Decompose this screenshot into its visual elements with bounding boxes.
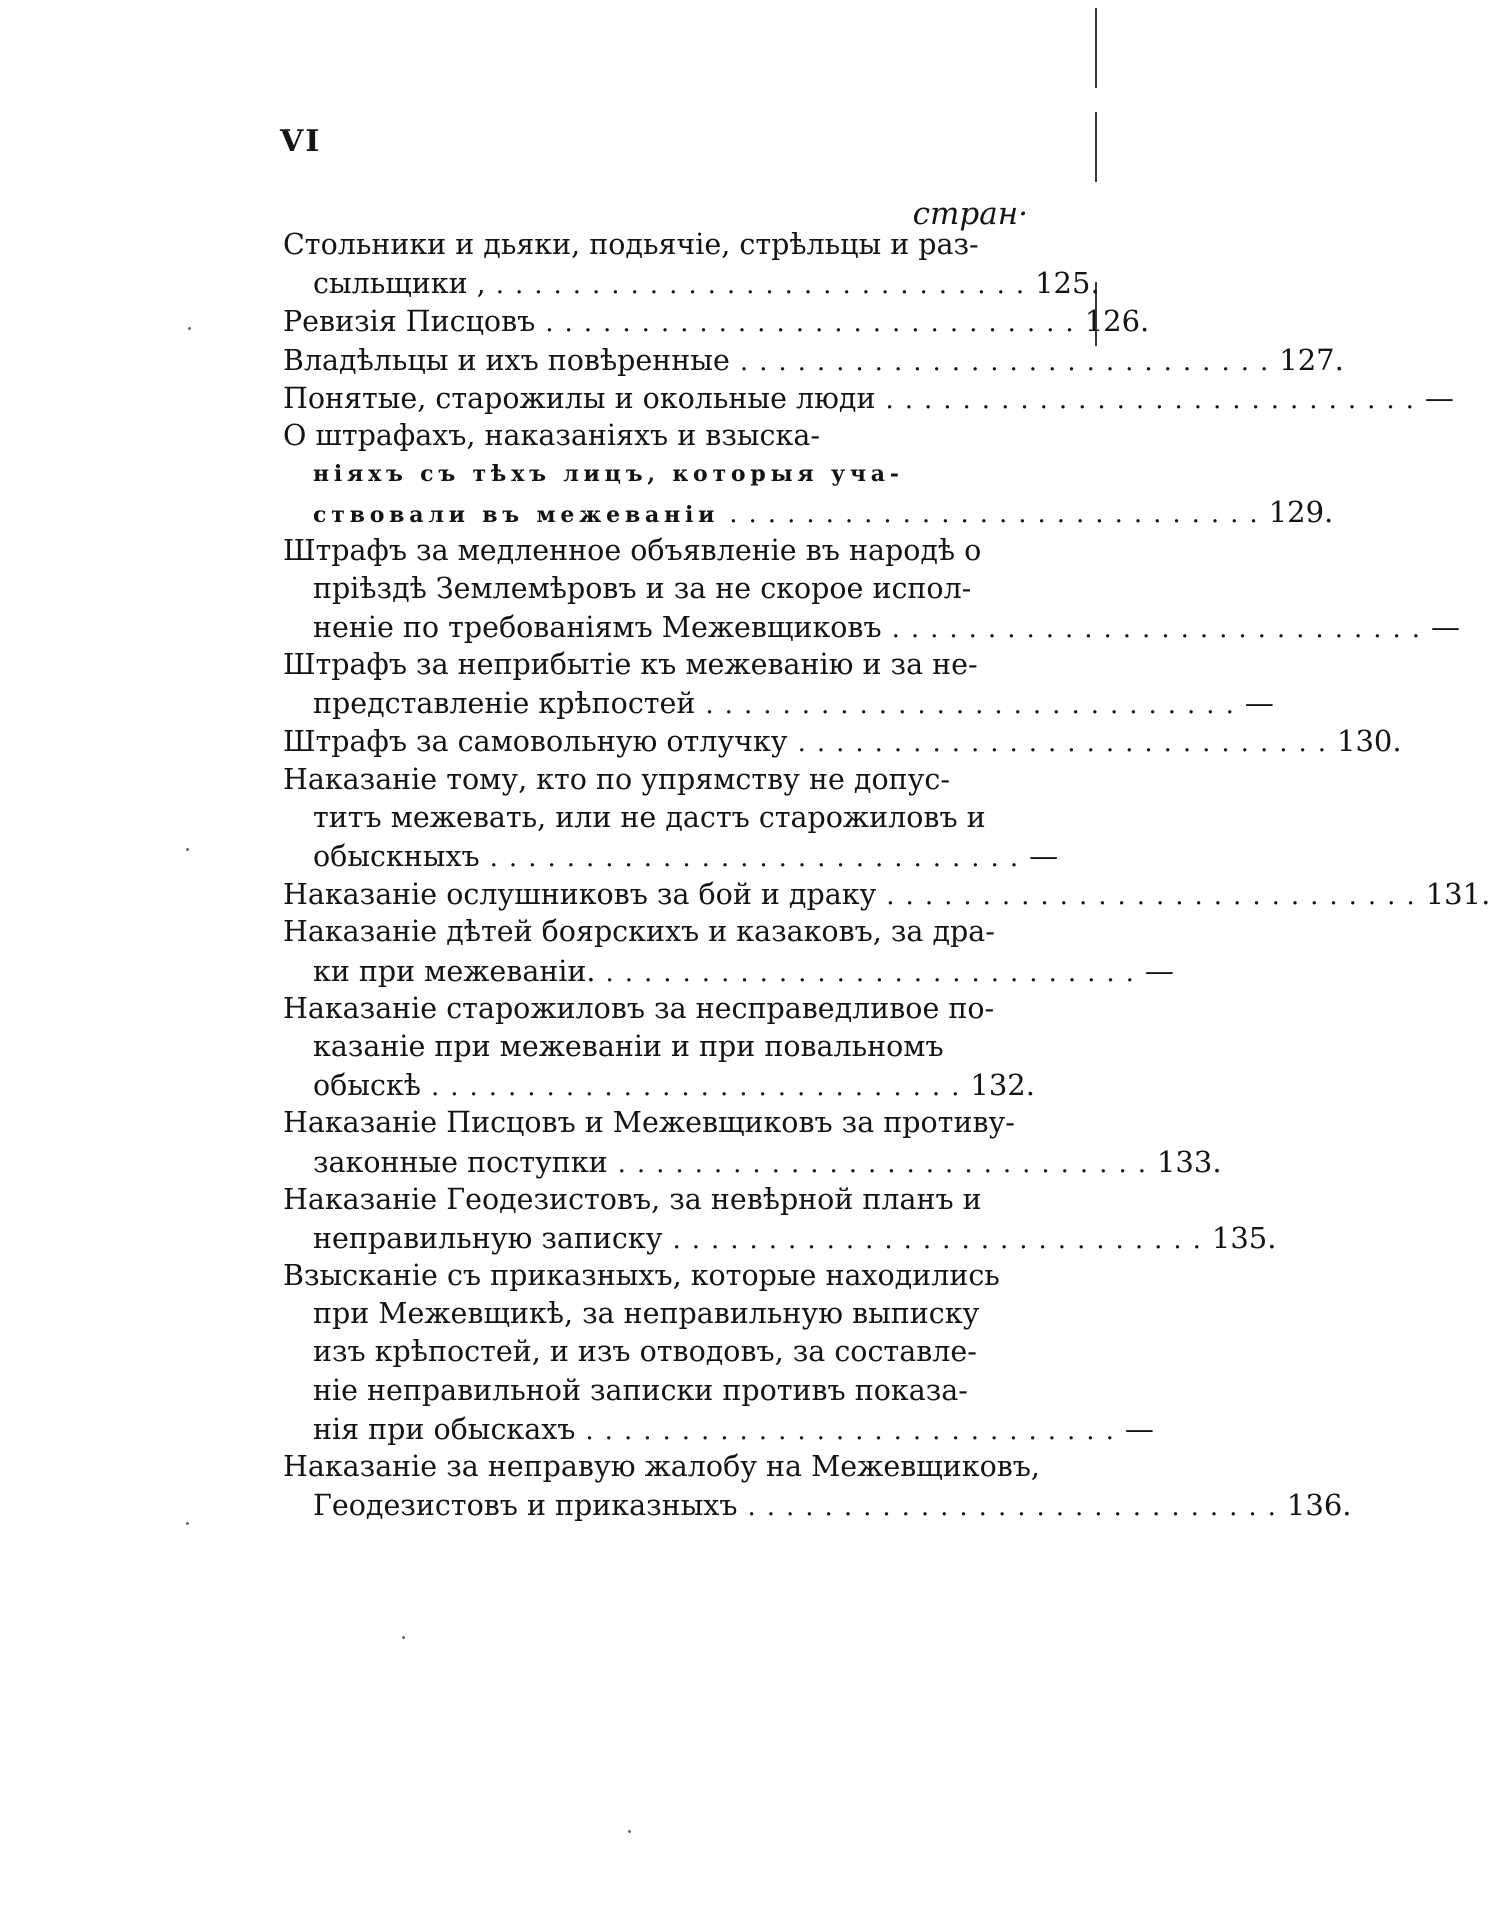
paper-speck <box>186 1522 189 1525</box>
toc-entry <box>283 722 1402 760</box>
page-edge-line <box>1095 112 1097 182</box>
dot-leader: ............................ <box>430 1072 971 1103</box>
toc-entry-text: представленіе крѣпостей <box>313 687 696 721</box>
toc-entry-text: Штрафъ за неприбытіе къ межеванію и за не- <box>283 648 978 682</box>
toc-entry-line <box>283 1181 1028 1219</box>
dot-leader: ............................ <box>891 613 1432 644</box>
dot-leader: ............................ <box>672 1224 1212 1255</box>
toc-page-number: — <box>1431 609 1461 644</box>
table-of-contents <box>283 226 1490 1524</box>
toc-entry-text: Штрафъ за медленное объявленіе въ народѣ о <box>283 533 982 567</box>
toc-page-number: 129. <box>1268 495 1334 530</box>
toc-entry <box>283 1448 1352 1524</box>
toc-entry-line <box>283 1333 1028 1371</box>
toc-entry-line <box>283 990 1028 1028</box>
toc-entry-text: пріѣздѣ Землемѣровъ и за не скорое испол- <box>313 571 972 605</box>
toc-entry <box>283 226 1100 302</box>
toc-entry-text: Геодезистовъ и приказныхъ <box>313 1489 738 1523</box>
toc-entry <box>283 990 1035 1105</box>
toc-page-number: — <box>1244 686 1274 721</box>
toc-entry-text: Наказаніе тому, кто по упрямству не допус- <box>283 762 950 796</box>
toc-entry-text: неніе по требованіямъ Межевщиковъ <box>313 610 882 644</box>
toc-entry-text: Штрафъ за самовольную отлучку <box>283 725 788 759</box>
toc-entry-text: О штрафахъ, наказаніяхъ и взыска- <box>283 418 820 452</box>
toc-entry-line <box>283 799 1028 837</box>
dot-leader: ............................ <box>605 957 1145 988</box>
dot-leader: ............................ <box>545 308 1085 339</box>
toc-entry <box>283 302 1150 340</box>
toc-entry <box>283 875 1490 913</box>
toc-page-number: 125. <box>1035 266 1100 301</box>
toc-entry-line <box>283 532 1028 570</box>
toc-entry-text: обыскныхъ <box>313 840 480 873</box>
toc-entry-text: нія при обыскахъ <box>313 1412 576 1446</box>
dot-leader: ............................ <box>885 384 1425 415</box>
toc-entry-line <box>283 1448 1040 1486</box>
toc-page-number: — <box>1124 1411 1154 1446</box>
toc-entry <box>283 1181 1277 1257</box>
toc-entry-line <box>283 417 1028 455</box>
toc-entry-line <box>283 1410 1154 1448</box>
toc-entry-line <box>283 264 1100 302</box>
toc-entry-line <box>283 379 1454 417</box>
dot-leader: ............................ <box>797 728 1338 759</box>
toc-page-number: — <box>1424 380 1454 415</box>
toc-entry-line <box>283 341 1344 379</box>
dot-leader: ............................ <box>489 843 1030 873</box>
toc-entry-text: неправильную записку <box>313 1221 663 1255</box>
dot-leader: ............................ <box>705 690 1245 721</box>
toc-entry-text: обыскѣ <box>313 1069 421 1103</box>
toc-page-number: 136. <box>1286 1488 1352 1523</box>
paper-speck <box>186 848 189 851</box>
toc-entry-line <box>283 1028 1028 1066</box>
toc-page-number: 132. <box>970 1068 1035 1103</box>
toc-entry-line <box>283 1104 1028 1142</box>
toc-entry-line <box>283 608 1461 646</box>
toc-entry-text: ніяхъ съ тѣхъ лицъ, которыя уча- <box>313 461 904 488</box>
toc-entry-text: Наказаніе дѣтей боярскихъ и казаковъ, за дра- <box>283 915 995 949</box>
toc-page-number: 127. <box>1279 342 1344 377</box>
toc-entry-line <box>283 913 1028 951</box>
toc-entry-line <box>283 1143 1222 1181</box>
toc-entry-line <box>283 684 1274 722</box>
paper-speck <box>188 327 191 330</box>
toc-entry-text: Наказаніе старожиловъ за несправедливое по- <box>283 991 995 1025</box>
toc-entry <box>283 1257 1154 1448</box>
toc-entry <box>283 761 1059 876</box>
toc-entry-line <box>283 1066 1035 1104</box>
toc-entry <box>283 646 1274 722</box>
dot-leader: ............................ <box>739 346 1280 377</box>
toc-entry-line <box>283 722 1402 760</box>
toc-entry-text: Понятые, старожилы и окольные люди <box>283 381 876 415</box>
page-number: VI <box>280 124 322 159</box>
toc-page-number: 130. <box>1337 724 1402 759</box>
toc-entry <box>283 417 1334 532</box>
toc-entry-text: сыльщики , <box>313 267 486 301</box>
dot-leader: ............................ <box>747 1492 1287 1523</box>
dot-leader: ............................ <box>585 1415 1125 1446</box>
toc-entry-text: ки при межеваніи. <box>313 954 596 988</box>
toc-entry-text: ствовали въ межеваніи <box>313 502 720 529</box>
toc-entry-line <box>283 226 1028 264</box>
toc-entry-line <box>283 1219 1277 1257</box>
toc-entry-text: Наказаніе за неправую жалобу на Межевщиковъ, <box>283 1450 1040 1483</box>
toc-entry <box>283 379 1454 417</box>
toc-entry-text: Наказаніе ослушниковъ за бой и драку <box>283 878 877 912</box>
toc-entry-line <box>283 570 1028 608</box>
toc-entry-line <box>283 952 1174 990</box>
toc-entry <box>283 1104 1222 1180</box>
toc-entry-line <box>283 302 1150 340</box>
toc-page-number: 133. <box>1156 1144 1222 1179</box>
toc-page-number: 131. <box>1425 877 1490 912</box>
toc-entry-line <box>283 455 1028 493</box>
toc-page-number: — <box>1144 953 1174 988</box>
dot-leader: ............................ <box>729 499 1269 530</box>
toc-entry-line <box>283 837 1059 875</box>
toc-page-number: — <box>1029 839 1059 873</box>
toc-entry-text: Ревизія Писцовъ <box>283 305 536 339</box>
toc-page-number: 126. <box>1084 304 1150 339</box>
toc-entry-line <box>283 1295 1028 1333</box>
toc-entry-line <box>283 1257 1028 1295</box>
toc-entry-text: Наказаніе Писцовъ и Межевщиковъ за противу- <box>283 1106 1015 1140</box>
toc-entry-line <box>283 761 1028 799</box>
toc-entry-text: изъ крѣпостей, и изъ отводовъ, за составле- <box>313 1335 977 1369</box>
toc-entry-text: Наказаніе Геодезистовъ, за невѣрной планъ и <box>283 1182 982 1216</box>
dot-leader: ............................ <box>886 881 1426 912</box>
dot-leader: ............................ <box>617 1148 1157 1179</box>
toc-entry <box>283 341 1344 379</box>
paper-speck <box>402 1636 405 1639</box>
toc-entry <box>283 532 1461 647</box>
dot-leader: ............................ <box>495 270 1036 301</box>
toc-entry-line <box>283 1486 1352 1524</box>
toc-entry-text: казаніе при межеваніи и при повальномъ <box>313 1029 944 1063</box>
toc-page-number: 135. <box>1211 1220 1277 1255</box>
page-column-header: стран· <box>912 196 1028 232</box>
toc-entry-line <box>283 646 1028 684</box>
toc-entry-line <box>283 493 1334 531</box>
toc-entry-line <box>283 875 1490 913</box>
toc-entry-text: Стольники и дьяки, подьячіе, стрѣльцы и раз- <box>283 228 979 261</box>
toc-entry-text: Взысканіе съ приказныхъ, которые находились <box>283 1259 1000 1293</box>
toc-entry-line <box>283 1372 1028 1410</box>
toc-entry <box>283 913 1174 989</box>
paper-speck <box>628 1830 631 1833</box>
toc-entry-text: законные поступки <box>313 1145 608 1179</box>
toc-entry-text: Владѣльцы и ихъ повѣренные <box>283 343 730 377</box>
toc-entry-text: при Межевщикѣ, за неправильную выписку <box>313 1297 980 1331</box>
toc-entry-text: ніе неправильной записки противъ показа- <box>313 1373 968 1407</box>
toc-entry-text: титъ межевать, или не дастъ старожиловъ и <box>313 800 986 834</box>
page-edge-line <box>1095 8 1097 88</box>
